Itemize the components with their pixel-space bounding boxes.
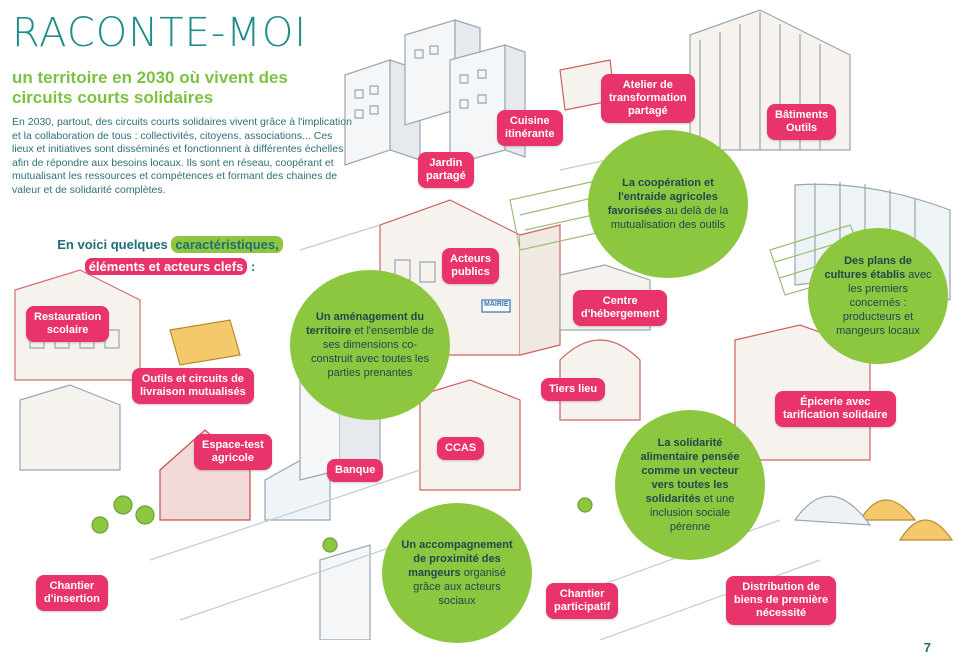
bubble-solidarite-alimentaire: La solidarité alimentaire pensée comme un vecteur vers toutes les solidarités et une inclusion sociale pérenne bbox=[615, 410, 765, 560]
farm-barn bbox=[20, 385, 330, 520]
label-acteurs-publics: Acteurs publics bbox=[442, 248, 499, 284]
label-jardin-partage: Jardin partagé bbox=[418, 152, 474, 188]
mairie-sign: MAIRIE bbox=[484, 301, 509, 308]
label-batiments-outils: Bâtiments Outils bbox=[767, 104, 836, 140]
bubble-cooperation-agricole: La coopération et l'entraide agricoles favorisées au delà de la mutualisation des outils bbox=[588, 130, 748, 278]
bubble-plans-cultures: Des plans de cultures établis avec les premiers concernés : producteurs et mangeurs locaux bbox=[808, 228, 948, 364]
page-title: RACONTE-MOI bbox=[12, 10, 308, 56]
highlight-key-actors: éléments et acteurs clefs bbox=[85, 258, 248, 275]
label-espace-test-agricole: Espace-test agricole bbox=[194, 434, 272, 470]
label-chantier-participatif: Chantier participatif bbox=[546, 583, 618, 619]
label-banque: Banque bbox=[327, 459, 383, 482]
label-restauration-scolaire: Restauration scolaire bbox=[26, 306, 109, 342]
label-centre-hebergement: Centre d'hébergement bbox=[573, 290, 667, 326]
label-epicerie-solidaire: Épicerie avec tarification solidaire bbox=[775, 391, 896, 427]
label-outils-livraison: Outils et circuits de livraison mutualisés bbox=[132, 368, 254, 404]
bubble-amenagement-territoire: Un aménagement du territoire et l'ensemble de ses dimensions co-construit avec toutes les parties prenantes bbox=[290, 270, 450, 420]
key-elements-heading: En voici quelques caractéristiques, éléments et acteurs clefs : bbox=[40, 234, 300, 278]
label-chantier-insertion: Chantier d'insertion bbox=[36, 575, 108, 611]
page-number: 7 bbox=[923, 640, 931, 655]
label-atelier-transformation: Atelier de transformation partagé bbox=[601, 74, 695, 123]
highlight-characteristics: caractéristiques, bbox=[171, 236, 282, 253]
label-cuisine-itinerante: Cuisine itinérante bbox=[497, 110, 563, 146]
intro-paragraph: En 2030, partout, des circuits courts solidaires vivent grâce à l'implication et la collaboration de tous : collectivités, citoyens, associations... Ces lieux et initiatives sont disséminés et fonctionnent à différentes échelles afin de répondre aux besoins locaux. Ils sont en réseau, coopérant et mutualisant les ressources et compétences et formant des chaines de valeur et de solidarité complètes. bbox=[12, 116, 352, 196]
label-tiers-lieu: Tiers lieu bbox=[541, 378, 605, 401]
tents bbox=[795, 496, 952, 540]
bubble-accompagnement-proximite: Un accompagnement de proximité des mangeurs organisé grâce aux acteurs sociaux bbox=[382, 503, 532, 643]
page-subtitle: un territoire en 2030 où vivent des circuits courts solidaires bbox=[12, 68, 288, 107]
label-ccas: CCAS bbox=[437, 437, 484, 460]
label-distribution-biens: Distribution de biens de première nécessité bbox=[726, 576, 836, 625]
